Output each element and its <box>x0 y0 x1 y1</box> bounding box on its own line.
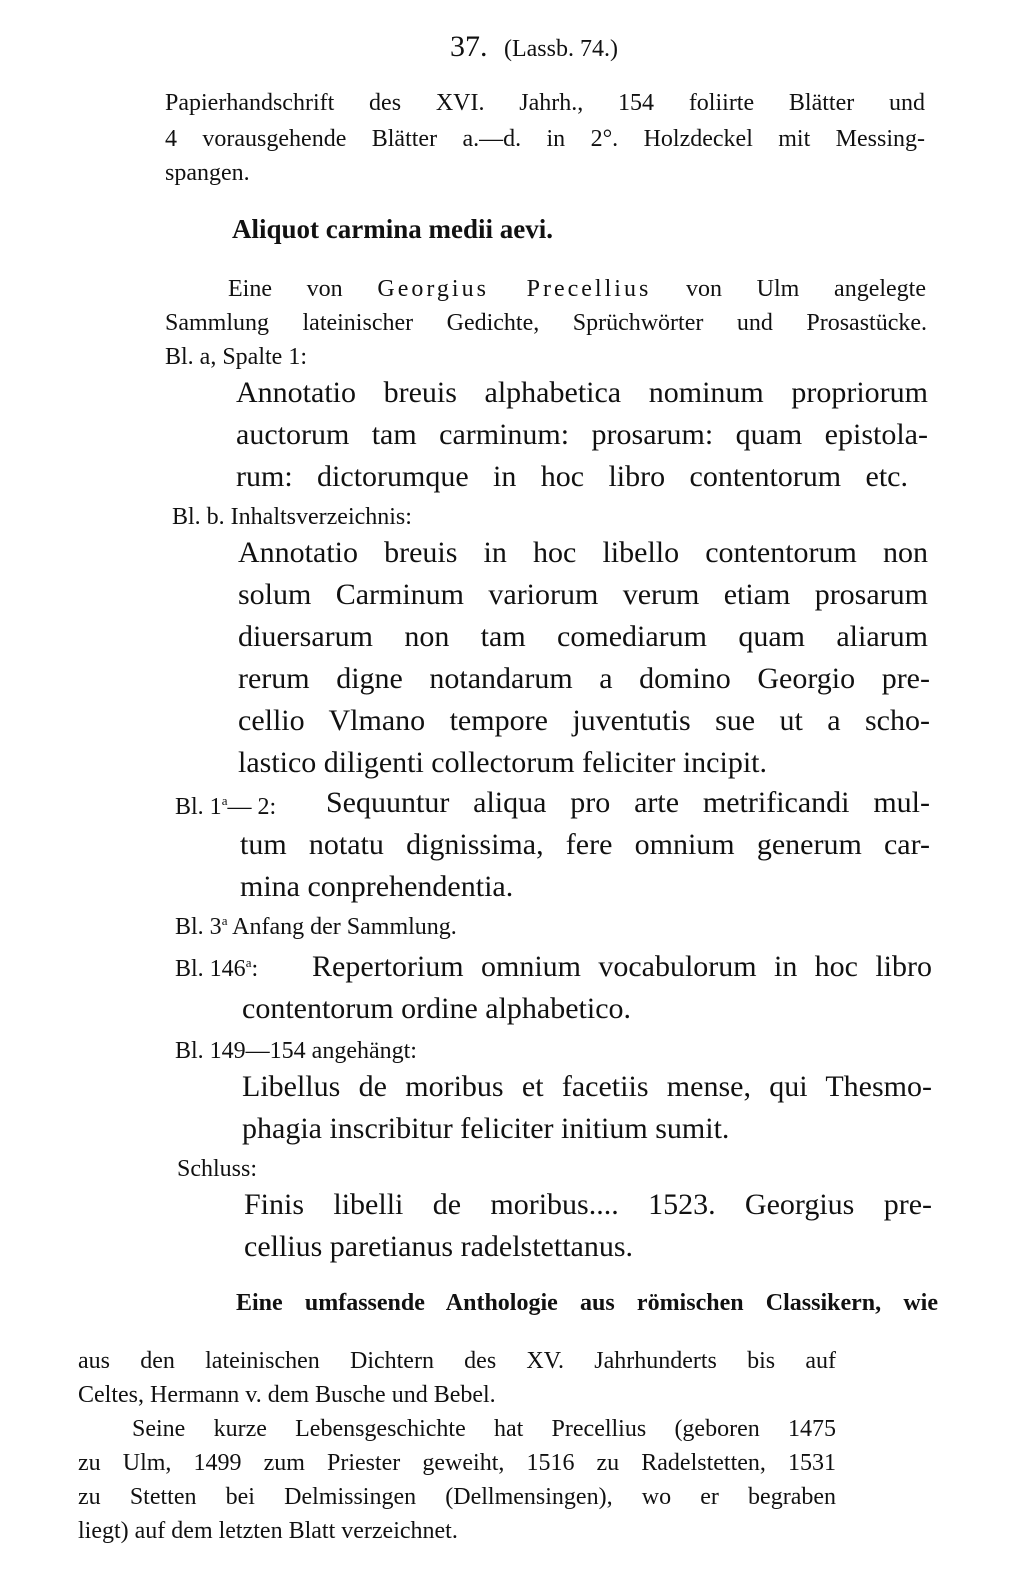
folio-label: Bl. 149—154 angehängt: <box>175 1038 417 1064</box>
description-line: Papierhandschrift des XVI. Jahrh., 154 foliirte Blätter und <box>165 90 925 116</box>
folio-note: Anfang der Sammlung. <box>232 914 457 940</box>
closing-line: liegt) auf dem letzten Blatt verzeichnet. <box>78 1518 458 1544</box>
quote-line: rum: dictorumque in hoc libro contentorum etc. <box>236 460 908 493</box>
folio-label: Schluss: <box>177 1156 258 1182</box>
quote-line: Libellus de moribus et facetiis mense, qui Thesmo- <box>242 1070 932 1103</box>
quote-line: phagia inscribitur feliciter initium sumit. <box>242 1112 730 1145</box>
quote-line: cellio Vlmano tempore juventutis sue ut a scho- <box>238 704 930 737</box>
folio-label: Bl. 1$^a$— 2: <box>175 793 277 820</box>
quote-line: mina conprehendentia. <box>240 870 514 903</box>
author-name: Georgius Precellius <box>377 276 652 302</box>
closing-line: zu Stetten bei Delmissingen (Dellmensingen), wo er begraben <box>78 1484 836 1510</box>
intro-text: von Ulm angelegte <box>685 276 926 302</box>
quote-line: Finis libelli de moribus.... 1523. Georgius pre- <box>244 1188 932 1221</box>
folio-label: Bl. b. Inhaltsverzeichnis: <box>172 504 412 530</box>
collection-title: Aliquot carmina medii aevi. <box>232 214 553 244</box>
closing-line: Seine kurze Lebensgeschichte hat Precellius (geboren 1475 <box>132 1416 836 1442</box>
closing-line: Eine umfassende Anthologie aus römischen Classikern, wie <box>236 1290 938 1316</box>
description-line: 4 vorausgehende Blätter a.—d. in 2°. Holzdeckel mit Messing- <box>165 126 925 152</box>
folio-label: Bl. a, Spalte 1: <box>165 344 307 370</box>
quote-line: lastico diligenti collectorum feliciter incipit. <box>238 746 767 779</box>
intro-line <box>228 276 926 303</box>
quote-line: Sequuntur aliqua pro arte metrificandi mul- <box>326 786 930 819</box>
intro-text: Eine von <box>228 276 343 302</box>
description-line: spangen. <box>165 160 250 186</box>
quote-line: solum Carminum variorum verum etiam prosarum <box>238 578 928 611</box>
intro-line: Sammlung lateinischer Gedichte, Sprüchwörter und Prosastücke. <box>165 310 927 336</box>
quote-line: auctorum tam carminum: prosarum: quam epistola- <box>236 418 928 451</box>
quote-line: Repertorium omnium vocabulorum in hoc libro <box>312 950 932 983</box>
quote-line: tum notatu dignissima, fere omnium generum car- <box>240 828 930 861</box>
closing-line: zu Ulm, 1499 zum Priester geweiht, 1516 zu Radelstetten, 1531 <box>78 1450 836 1476</box>
entry-number: 37. <box>450 30 488 63</box>
closing-line: aus den lateinischen Dichtern des XV. Jahrhunderts bis auf <box>78 1348 836 1374</box>
entry-reference: (Lassb. 74.) <box>504 36 618 62</box>
quote-line: contentorum ordine alphabetico. <box>242 992 632 1025</box>
closing-line: Celtes, Hermann v. dem Busche und Bebel. <box>78 1382 496 1408</box>
quote-line: diuersarum non tam comediarum quam aliarum <box>238 620 928 653</box>
quote-line: Annotatio breuis alphabetica nominum propriorum <box>236 376 928 409</box>
folio-label: Bl. 146$^a$: <box>175 955 259 982</box>
quote-line: Annotatio breuis in hoc libello contentorum non <box>238 536 928 569</box>
quote-line: rerum digne notandarum a domino Georgio pre- <box>238 662 930 695</box>
folio-label: Bl. 3$^a$ Anfang der Sammlung. <box>175 913 457 940</box>
quote-line: cellius paretianus radelstettanus. <box>244 1230 634 1263</box>
